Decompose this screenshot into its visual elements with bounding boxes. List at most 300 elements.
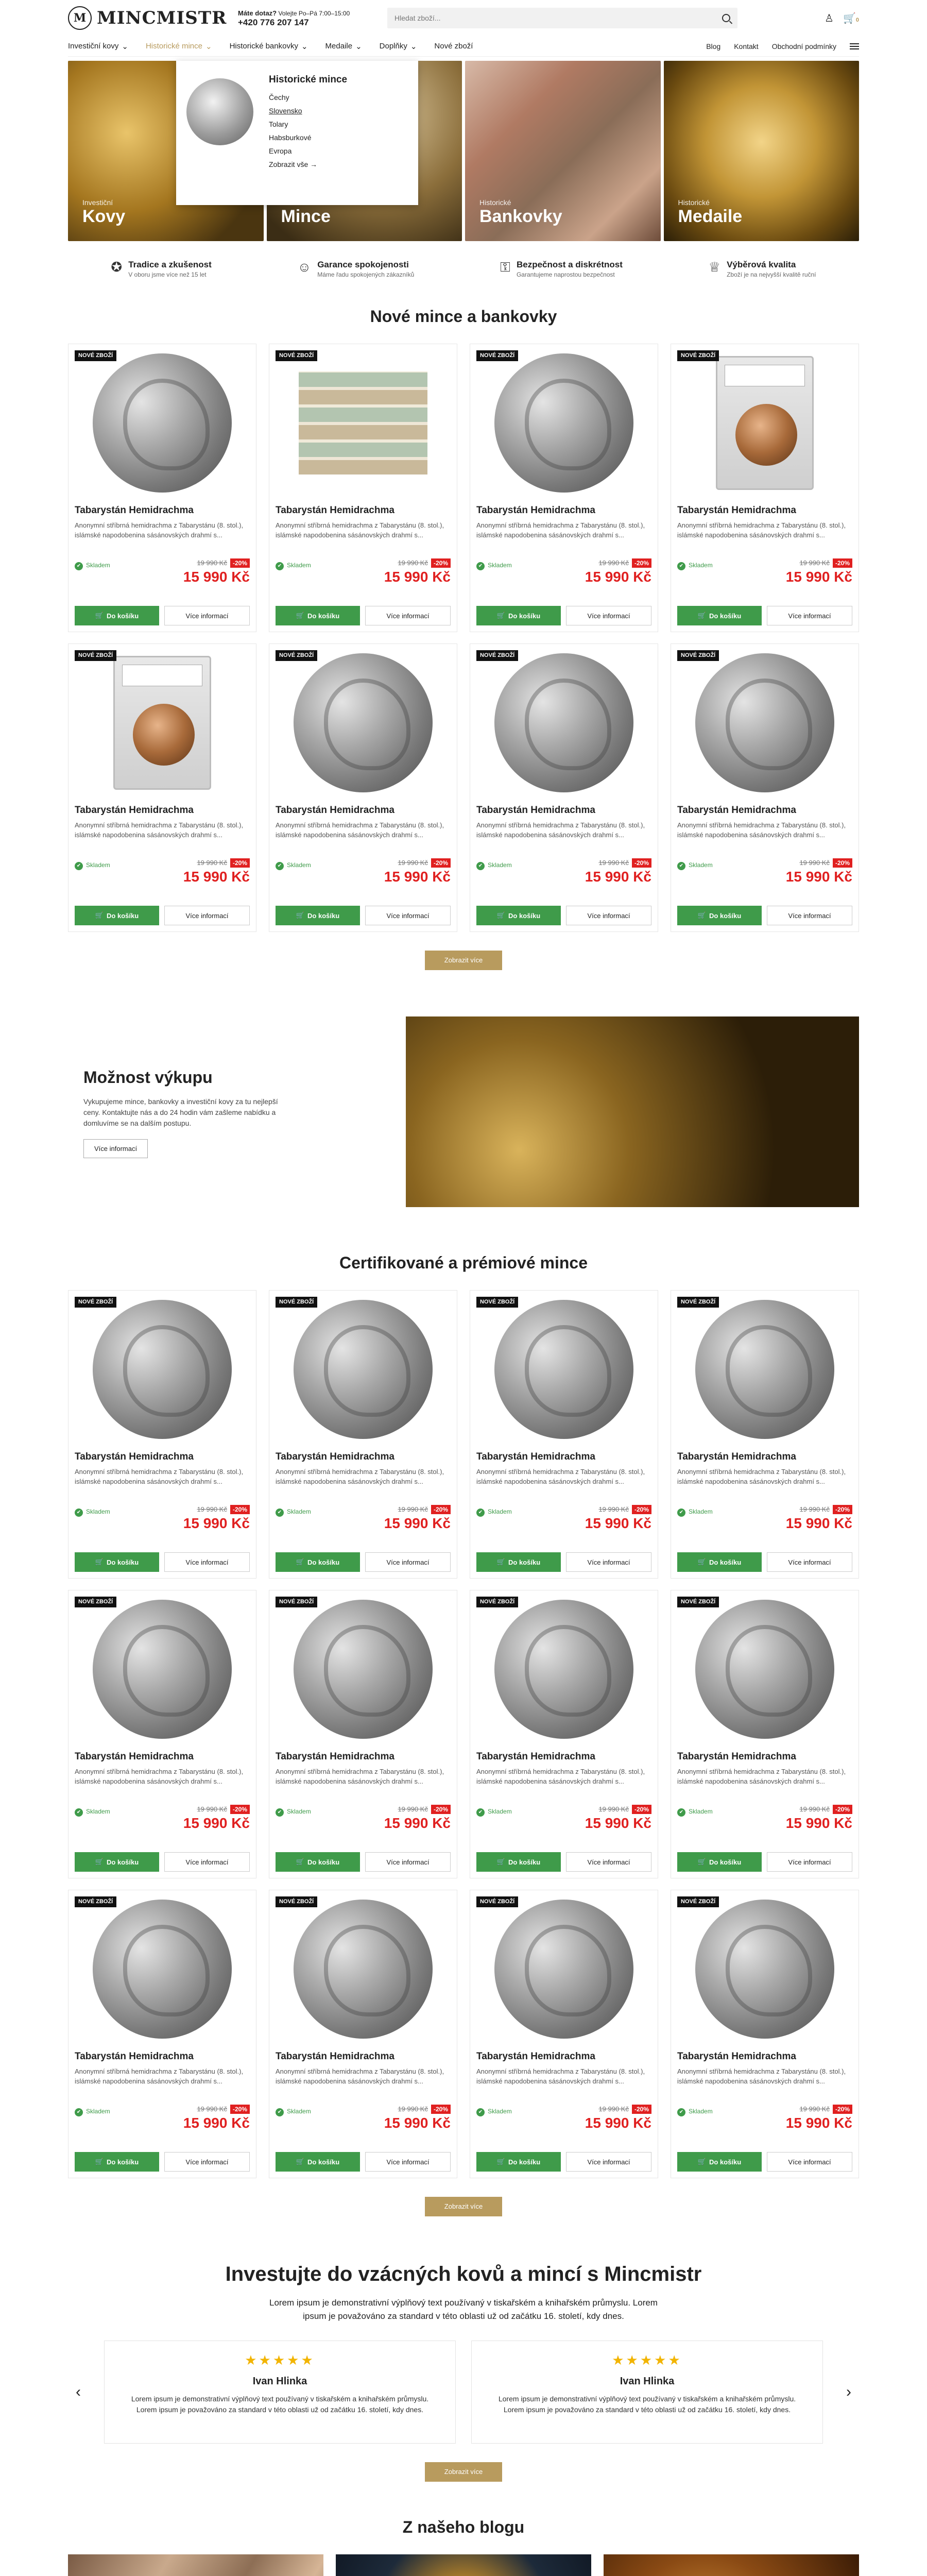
product-price: 15 990 Kč xyxy=(785,2115,852,2131)
coin-image xyxy=(695,1600,834,1739)
product-price: 15 990 Kč xyxy=(785,1815,852,1831)
discount-badge: -20% xyxy=(632,858,651,868)
more-info-button[interactable]: Více informací xyxy=(365,1552,451,1572)
stock-status: ✔ Skladem xyxy=(276,1505,384,1517)
product-price: 15 990 Kč xyxy=(183,1515,250,1531)
search-input[interactable]: Hledat zboží... xyxy=(394,14,441,22)
product-name[interactable]: Tabarystán Hemidrachma xyxy=(677,1451,796,1462)
product-desc: Anonymní stříbrná hemidrachma z Tabarystánu (8. stol.), islámské napodobenina sásánovských drahmí s... xyxy=(276,2067,444,2085)
reviews-more-button[interactable]: Zobrazit více xyxy=(425,2462,502,2482)
product-card xyxy=(269,1890,457,2178)
product-price: 15 990 Kč xyxy=(384,569,451,585)
product-price: 15 990 Kč xyxy=(585,1815,651,1831)
coin-image xyxy=(695,653,834,792)
product-card xyxy=(269,1290,457,1579)
new-badge: NOVÉ ZBOŽÍ xyxy=(276,350,317,361)
old-price: 19 990 Kč xyxy=(799,1505,830,1513)
stock-status: ✔ Skladem xyxy=(677,558,786,570)
cart-icon: 🛒 xyxy=(296,911,305,919)
review-text: Lorem ipsum je demonstrativní výplňový text používaný v tiskařském a knihařském průmyslu. Lorem ipsum je považováno za standard v této oblasti už od začátku 16. století, kdy dnes. xyxy=(131,2395,429,2414)
blog-image[interactable] xyxy=(336,2554,591,2576)
product-name[interactable]: Tabarystán Hemidrachma xyxy=(476,1751,595,1762)
dropdown-title: Historické mince xyxy=(269,74,348,85)
usp-item: ✪ Tradice a zkušenost V oboru jsme více než 15 let xyxy=(111,259,212,278)
product-desc: Anonymní stříbrná hemidrachma z Tabarystánu (8. stol.), islámské napodobenina sásánovských drahmí s... xyxy=(75,1768,244,1785)
product-card xyxy=(470,1590,658,1878)
search-icon[interactable] xyxy=(722,14,730,22)
more-info-button[interactable]: Více informací xyxy=(767,606,852,625)
discount-badge: -20% xyxy=(833,2105,852,2114)
add-to-cart-button[interactable]: 🛒 Do košíku xyxy=(276,906,360,925)
coin-image xyxy=(494,1300,633,1439)
new-badge: NOVÉ ZBOŽÍ xyxy=(276,650,317,661)
add-to-cart-button[interactable]: 🛒 Do košíku xyxy=(677,1852,762,1872)
stock-status: ✔ Skladem xyxy=(677,1805,786,1817)
section-title-cert: Certifikované a prémiové mince xyxy=(339,1253,588,1272)
product-name[interactable]: Tabarystán Hemidrachma xyxy=(677,805,796,816)
coin-image xyxy=(93,1600,232,1739)
cart-icon: 🛒 xyxy=(697,1858,707,1866)
add-to-cart-button[interactable]: 🛒 Do košíku xyxy=(276,1852,360,1872)
new-badge: NOVÉ ZBOŽÍ xyxy=(677,1896,719,1907)
new-badge: NOVÉ ZBOŽÍ xyxy=(476,1597,518,1607)
old-price: 19 990 Kč xyxy=(197,1805,227,1813)
product-image[interactable] xyxy=(474,1894,654,2044)
product-desc: Anonymní stříbrná hemidrachma z Tabarystánu (8. stol.), islámské napodobenina sásánovských drahmí s... xyxy=(476,821,645,839)
product-desc: Anonymní stříbrná hemidrachma z Tabarystánu (8. stol.), islámské napodobenina sásánovských drahmí s... xyxy=(75,2067,244,2085)
more-info-button[interactable]: Více informací xyxy=(164,1552,250,1572)
smile-icon: ☺ xyxy=(297,259,312,275)
product-image[interactable] xyxy=(73,1595,252,1744)
review-card xyxy=(104,2341,456,2444)
review-text: Lorem ipsum je demonstrativní výplňový text používaný v tiskařském a knihařském průmyslu. Lorem ipsum je považováno za standard v této oblasti už od začátku 16. století, kdy dnes. xyxy=(498,2395,796,2414)
product-price: 15 990 Kč xyxy=(384,1815,451,1831)
more-info-button[interactable]: Více informací xyxy=(566,906,651,925)
new-badge: NOVÉ ZBOŽÍ xyxy=(476,1896,518,1907)
cart-icon: 🛒 xyxy=(496,612,506,619)
product-name[interactable]: Tabarystán Hemidrachma xyxy=(276,805,394,816)
usp-bar xyxy=(68,260,859,279)
buyback-title: Možnost výkupu xyxy=(83,1068,213,1087)
discount-badge: -20% xyxy=(230,2105,250,2114)
product-grid-new xyxy=(68,344,859,932)
product-desc: Anonymní stříbrná hemidrachma z Tabarystánu (8. stol.), islámské napodobenina sásánovských drahmí s... xyxy=(476,1468,645,1485)
product-image[interactable] xyxy=(474,648,654,798)
product-price: 15 990 Kč xyxy=(585,869,651,885)
usp-item: ☺ Garance spokojenosti Máme řadu spokojených zákazníků xyxy=(297,259,415,278)
blog-image[interactable] xyxy=(604,2554,859,2576)
new-badge: NOVÉ ZBOŽÍ xyxy=(476,1297,518,1308)
chevron-down-icon: ⌄ xyxy=(410,42,417,51)
coin-image xyxy=(93,353,232,493)
product-name[interactable]: Tabarystán Hemidrachma xyxy=(75,1751,194,1762)
add-to-cart-button[interactable]: 🛒 Do košíku xyxy=(476,906,561,925)
show-more-cert-button[interactable]: Zobrazit více xyxy=(425,2197,502,2216)
product-image[interactable] xyxy=(675,648,854,798)
header-phone[interactable]: +420 776 207 147 xyxy=(238,17,309,27)
product-desc: Anonymní stříbrná hemidrachma z Tabarystánu (8. stol.), islámské napodobenina sásánovských drahmí s... xyxy=(276,521,444,539)
new-badge: NOVÉ ZBOŽÍ xyxy=(276,1297,317,1308)
product-desc: Anonymní stříbrná hemidrachma z Tabarystánu (8. stol.), islámské napodobenina sásánovských drahmí s... xyxy=(75,1468,244,1485)
logo-mark-icon: M xyxy=(68,6,92,30)
product-desc: Anonymní stříbrná hemidrachma z Tabarystánu (8. stol.), islámské napodobenina sásánovských drahmí s... xyxy=(476,1768,645,1785)
product-price: 15 990 Kč xyxy=(585,1515,651,1531)
lock-icon: ⚿ xyxy=(500,259,510,275)
product-image[interactable] xyxy=(273,648,453,798)
product-name[interactable]: Tabarystán Hemidrachma xyxy=(276,505,394,516)
cart-count: 0 xyxy=(855,16,859,23)
discount-badge: -20% xyxy=(230,1505,250,1514)
add-to-cart-button[interactable]: 🛒 Do košíku xyxy=(476,1852,561,1872)
new-badge: NOVÉ ZBOŽÍ xyxy=(476,350,518,361)
cart-icon[interactable]: 🛒0 xyxy=(843,12,859,24)
cart-icon: 🛒 xyxy=(697,1558,707,1566)
hero-tile-medals[interactable]: Historické Medaile xyxy=(664,61,860,241)
product-card xyxy=(269,643,457,932)
product-card xyxy=(470,1890,658,2178)
old-price: 19 990 Kč xyxy=(799,1805,830,1813)
cart-icon: 🛒 xyxy=(697,911,707,919)
usp-item: ⚿ Bezpečnost a diskrétnost Garantujeme naprostou bezpečnost xyxy=(500,259,623,278)
dropdown-coin-image xyxy=(186,78,253,145)
product-name[interactable]: Tabarystán Hemidrachma xyxy=(75,1451,194,1462)
more-info-button[interactable]: Více informací xyxy=(566,2152,651,2172)
usp-item: ♕ Výběrová kvalita Zboží je na nejvyšší kvalitě ruční xyxy=(708,259,816,278)
banknote-image xyxy=(299,371,427,474)
product-desc: Anonymní stříbrná hemidrachma z Tabarystánu (8. stol.), islámské napodobenina sásánovských drahmí s... xyxy=(677,1468,846,1485)
header-icons xyxy=(825,12,859,25)
add-to-cart-button[interactable]: 🛒 Do košíku xyxy=(476,1552,561,1572)
stock-status: ✔ Skladem xyxy=(476,1805,585,1817)
add-to-cart-button[interactable]: 🛒 Do košíku xyxy=(677,906,762,925)
more-info-button[interactable]: Více informací xyxy=(566,606,651,625)
add-to-cart-button[interactable]: 🛒 Do košíku xyxy=(276,2152,360,2172)
dropdown-item[interactable]: Evropa xyxy=(269,147,292,155)
product-price: 15 990 Kč xyxy=(183,569,250,585)
product-price: 15 990 Kč xyxy=(384,869,451,885)
stock-status: ✔ Skladem xyxy=(75,1505,183,1517)
add-to-cart-button[interactable]: 🛒 Do košíku xyxy=(476,2152,561,2172)
product-name[interactable]: Tabarystán Hemidrachma xyxy=(276,1451,394,1462)
old-price: 19 990 Kč xyxy=(598,559,629,567)
product-image[interactable] xyxy=(73,1295,252,1444)
cart-icon: 🛒 xyxy=(296,612,305,619)
discount-badge: -20% xyxy=(632,1505,651,1514)
add-to-cart-button[interactable]: 🛒 Do košíku xyxy=(75,1552,159,1572)
product-name[interactable]: Tabarystán Hemidrachma xyxy=(276,2051,394,2062)
new-badge: NOVÉ ZBOŽÍ xyxy=(677,350,719,361)
stock-status: ✔ Skladem xyxy=(75,558,183,570)
old-price: 19 990 Kč xyxy=(398,559,428,567)
dropdown-item[interactable]: Habsburkové xyxy=(269,133,312,142)
product-image[interactable] xyxy=(273,1595,453,1744)
more-info-button[interactable]: Více informací xyxy=(767,2152,852,2172)
stock-status: ✔ Skladem xyxy=(276,858,384,870)
product-image[interactable] xyxy=(73,648,252,798)
discount-badge: -20% xyxy=(833,1805,852,1814)
nav-contact[interactable]: Kontakt xyxy=(734,42,759,50)
help-contact xyxy=(238,9,387,28)
product-image[interactable] xyxy=(474,348,654,498)
product-price: 15 990 Kč xyxy=(785,569,852,585)
coin-image xyxy=(695,1900,834,2039)
more-info-button[interactable]: Více informací xyxy=(164,2152,250,2172)
more-info-button[interactable]: Více informací xyxy=(365,1852,451,1872)
more-info-button[interactable]: Více informací xyxy=(164,906,250,925)
product-price: 15 990 Kč xyxy=(384,2115,451,2131)
hero-tile-coins[interactable]: Mince xyxy=(267,61,462,241)
product-image[interactable] xyxy=(73,1894,252,2044)
add-to-cart-button[interactable]: 🛒 Do košíku xyxy=(276,606,360,625)
invest-lead: Lorem ipsum je demonstrativní výplňový text používaný v tiskařském a knihařském průmyslu. Lorem ipsum je považováno za standard v této oblasti už od začátku 16. století, kdy dnes. xyxy=(269,2298,658,2321)
review-name: Ivan Hlinka xyxy=(252,2376,307,2387)
product-card xyxy=(470,1290,658,1579)
chevron-down-icon: ⌄ xyxy=(122,42,128,51)
old-price: 19 990 Kč xyxy=(197,1505,227,1513)
product-image[interactable] xyxy=(474,1295,654,1444)
blog-title: Z našeho blogu xyxy=(402,2518,525,2536)
discount-badge: -20% xyxy=(230,858,250,868)
discount-badge: -20% xyxy=(431,1805,451,1814)
new-badge: NOVÉ ZBOŽÍ xyxy=(75,1297,116,1308)
new-badge: NOVÉ ZBOŽÍ xyxy=(75,1597,116,1607)
buyback-text: Vykupujeme mince, bankovky a investiční kovy za tu nejlepší ceny. Kontaktujte nás a do 24 hodin vám zašleme nabídku a domluvíme se na dalším postupu. xyxy=(83,1097,278,1127)
cart-icon: 🛒 xyxy=(95,911,104,919)
menu-icon[interactable] xyxy=(850,43,859,49)
add-to-cart-button[interactable]: 🛒 Do košíku xyxy=(677,1552,762,1572)
product-desc: Anonymní stříbrná hemidrachma z Tabarystánu (8. stol.), islámské napodobenina sásánovských drahmí s... xyxy=(75,521,244,539)
more-info-button[interactable]: Více informací xyxy=(365,2152,451,2172)
buyback-more-button[interactable]: Více informací xyxy=(83,1139,148,1158)
cart-icon: 🛒 xyxy=(697,612,707,619)
more-info-button[interactable]: Více informací xyxy=(767,1552,852,1572)
discount-badge: -20% xyxy=(230,558,250,568)
product-name[interactable]: Tabarystán Hemidrachma xyxy=(75,805,194,816)
product-image[interactable] xyxy=(273,348,453,498)
more-info-button[interactable]: Více informací xyxy=(164,606,250,625)
old-price: 19 990 Kč xyxy=(398,2105,428,2113)
nav-blog[interactable]: Blog xyxy=(706,42,721,50)
old-price: 19 990 Kč xyxy=(398,859,428,867)
product-image[interactable] xyxy=(273,1894,453,2044)
stars-icon: ★★★★★ xyxy=(245,2352,315,2368)
stock-status: ✔ Skladem xyxy=(276,558,384,570)
product-image[interactable] xyxy=(73,348,252,498)
dropdown-item[interactable]: Tolary xyxy=(269,120,288,128)
product-card xyxy=(671,1590,859,1878)
discount-badge: -20% xyxy=(431,858,451,868)
more-info-button[interactable]: Více informací xyxy=(566,1852,651,1872)
arrow-left-icon[interactable]: ‹ xyxy=(76,2383,81,2400)
product-price: 15 990 Kč xyxy=(183,869,250,885)
product-desc: Anonymní stříbrná hemidrachma z Tabarystánu (8. stol.), islámské napodobenina sásánovských drahmí s... xyxy=(476,2067,645,2085)
product-desc: Anonymní stříbrná hemidrachma z Tabarystánu (8. stol.), islámské napodobenina sásánovských drahmí s... xyxy=(677,821,846,839)
cart-icon: 🛒 xyxy=(296,1858,305,1866)
dropdown-item[interactable]: Čechy xyxy=(269,93,289,101)
product-name[interactable]: Tabarystán Hemidrachma xyxy=(476,2051,595,2062)
product-image[interactable] xyxy=(675,1595,854,1744)
more-info-button[interactable]: Více informací xyxy=(566,1552,651,1572)
old-price: 19 990 Kč xyxy=(598,859,629,867)
chevron-down-icon: ⌄ xyxy=(205,42,212,51)
coin-image xyxy=(695,1300,834,1439)
user-icon[interactable]: ♙ xyxy=(825,12,834,24)
old-price: 19 990 Kč xyxy=(598,1805,629,1813)
product-image[interactable] xyxy=(273,1295,453,1444)
logo[interactable] xyxy=(68,6,238,30)
new-badge: NOVÉ ZBOŽÍ xyxy=(75,350,116,361)
product-desc: Anonymní stříbrná hemidrachma z Tabarystánu (8. stol.), islámské napodobenina sásánovských drahmí s... xyxy=(75,821,244,839)
product-card xyxy=(68,1890,256,2178)
product-name[interactable]: Tabarystán Hemidrachma xyxy=(75,2051,194,2062)
product-card xyxy=(470,643,658,932)
hero-categories xyxy=(68,61,859,241)
add-to-cart-button[interactable]: 🛒 Do košíku xyxy=(677,606,762,625)
nav-new-goods[interactable]: Nové zboží xyxy=(434,42,473,50)
more-info-button[interactable]: Více informací xyxy=(164,1852,250,1872)
cart-icon: 🛒 xyxy=(296,2158,305,2165)
discount-badge: -20% xyxy=(431,558,451,568)
stock-status: ✔ Skladem xyxy=(476,858,585,870)
show-more-new-button[interactable]: Zobrazit více xyxy=(425,951,502,970)
new-badge: NOVÉ ZBOŽÍ xyxy=(276,1896,317,1907)
more-info-button[interactable]: Více informací xyxy=(365,606,451,625)
cart-icon: 🛒 xyxy=(496,911,506,919)
coin-image xyxy=(294,1600,433,1739)
product-desc: Anonymní stříbrná hemidrachma z Tabarystánu (8. stol.), islámské napodobenina sásánovských drahmí s... xyxy=(476,521,645,539)
coin-image xyxy=(294,1300,433,1439)
old-price: 19 990 Kč xyxy=(799,559,830,567)
new-badge: NOVÉ ZBOŽÍ xyxy=(677,1297,719,1308)
product-price: 15 990 Kč xyxy=(183,2115,250,2131)
product-name[interactable]: Tabarystán Hemidrachma xyxy=(75,505,194,516)
old-price: 19 990 Kč xyxy=(799,2105,830,2113)
add-to-cart-button[interactable]: 🛒 Do košíku xyxy=(75,2152,159,2172)
cart-icon: 🛒 xyxy=(95,2158,104,2165)
more-info-button[interactable]: Více informací xyxy=(767,1852,852,1872)
site-header xyxy=(68,0,859,36)
award-icon: ✪ xyxy=(111,259,123,275)
nav-medals[interactable]: Medaile ⌄ xyxy=(325,42,362,51)
chevron-down-icon: ⌄ xyxy=(301,42,308,51)
product-name[interactable]: Tabarystán Hemidrachma xyxy=(677,2051,796,2062)
blog-post xyxy=(604,2554,859,2576)
nav-terms[interactable]: Obchodní podmínky xyxy=(771,42,836,50)
blog-image[interactable] xyxy=(68,2554,323,2576)
add-to-cart-button[interactable]: 🛒 Do košíku xyxy=(677,2152,762,2172)
product-image[interactable] xyxy=(675,1295,854,1444)
add-to-cart-button[interactable]: 🛒 Do košíku xyxy=(476,606,561,625)
product-desc: Anonymní stříbrná hemidrachma z Tabarystánu (8. stol.), islámské napodobenina sásánovských drahmí s... xyxy=(677,1768,846,1785)
product-desc: Anonymní stříbrná hemidrachma z Tabarystánu (8. stol.), islámské napodobenina sásánovských drahmí s... xyxy=(677,2067,846,2085)
main-nav xyxy=(68,36,859,57)
product-desc: Anonymní stříbrná hemidrachma z Tabarystánu (8. stol.), islámské napodobenina sásánovských drahmí s... xyxy=(276,821,444,839)
product-desc: Anonymní stříbrná hemidrachma z Tabarystánu (8. stol.), islámské napodobenina sásánovských drahmí s... xyxy=(276,1468,444,1485)
logo-text: MINCMISTR xyxy=(97,8,227,28)
product-card xyxy=(470,344,658,632)
stock-status: ✔ Skladem xyxy=(476,558,585,570)
stock-status: ✔ Skladem xyxy=(276,1805,384,1817)
nav-historic-banknotes[interactable]: Historické bankovky ⌄ xyxy=(229,42,308,51)
cart-icon: 🛒 xyxy=(496,1558,506,1566)
product-price: 15 990 Kč xyxy=(585,569,651,585)
section-title-new: Nové mince a bankovky xyxy=(370,307,557,326)
discount-badge: -20% xyxy=(431,1505,451,1514)
help-hours: Volejte Po–Pá 7:00–15:00 xyxy=(278,9,350,17)
hero-tile-metals[interactable]: Investiční Kovy xyxy=(68,61,264,241)
product-name[interactable]: Tabarystán Hemidrachma xyxy=(677,1751,796,1762)
product-desc: Anonymní stříbrná hemidrachma z Tabarystánu (8. stol.), islámské napodobenina sásánovských drahmí s... xyxy=(276,1768,444,1785)
product-name[interactable]: Tabarystán Hemidrachma xyxy=(677,505,796,516)
new-badge: NOVÉ ZBOŽÍ xyxy=(677,650,719,661)
search-bar[interactable] xyxy=(387,8,737,28)
product-image[interactable] xyxy=(675,1894,854,2044)
new-badge: NOVÉ ZBOŽÍ xyxy=(677,1597,719,1607)
discount-badge: -20% xyxy=(431,2105,451,2114)
product-name[interactable]: Tabarystán Hemidrachma xyxy=(276,1751,394,1762)
product-name[interactable]: Tabarystán Hemidrachma xyxy=(476,505,595,516)
blog-list xyxy=(68,2554,859,2576)
old-price: 19 990 Kč xyxy=(398,1805,428,1813)
old-price: 19 990 Kč xyxy=(598,2105,629,2113)
stock-status: ✔ Skladem xyxy=(677,1505,786,1517)
stock-status: ✔ Skladem xyxy=(276,2105,384,2116)
discount-badge: -20% xyxy=(230,1805,250,1814)
coin-image xyxy=(93,1900,232,2039)
product-price: 15 990 Kč xyxy=(585,2115,651,2131)
add-to-cart-button[interactable]: 🛒 Do košíku xyxy=(75,1852,159,1872)
coin-image xyxy=(494,353,633,493)
discount-badge: -20% xyxy=(632,2105,651,2114)
product-image[interactable] xyxy=(474,1595,654,1744)
more-info-button[interactable]: Více informací xyxy=(365,906,451,925)
product-card xyxy=(671,643,859,932)
product-image[interactable] xyxy=(675,348,854,498)
old-price: 19 990 Kč xyxy=(197,559,227,567)
invest-title: Investujte do vzácných kovů a mincí s Mincmistr xyxy=(225,2263,702,2285)
nav-historic-coins[interactable]: Historické mince ⌄ xyxy=(145,42,212,51)
coin-image xyxy=(294,1900,433,2039)
product-card xyxy=(269,1590,457,1878)
add-to-cart-button[interactable]: 🛒 Do košíku xyxy=(276,1552,360,1572)
dropdown-show-all[interactable]: Zobrazit vše → xyxy=(269,160,318,168)
coin-image xyxy=(93,1300,232,1439)
more-info-button[interactable]: Více informací xyxy=(767,906,852,925)
help-title: Máte dotaz? xyxy=(238,9,277,17)
product-name[interactable]: Tabarystán Hemidrachma xyxy=(476,1451,595,1462)
arrow-right-icon[interactable]: › xyxy=(846,2383,851,2400)
dropdown-item[interactable]: Slovensko xyxy=(269,107,302,115)
nav-investment-metals[interactable]: Investiční kovy ⌄ xyxy=(68,42,128,51)
stock-status: ✔ Skladem xyxy=(75,858,183,870)
product-card xyxy=(68,1590,256,1878)
nav-accessories[interactable]: Doplňky ⌄ xyxy=(379,42,417,51)
product-card xyxy=(671,1890,859,2178)
old-price: 19 990 Kč xyxy=(398,1505,428,1513)
hero-tile-banknotes[interactable]: Historické Bankovky xyxy=(465,61,661,241)
product-card xyxy=(671,1290,859,1579)
review-card xyxy=(471,2341,823,2444)
add-to-cart-button[interactable]: 🛒 Do košíku xyxy=(75,606,159,625)
product-price: 15 990 Kč xyxy=(785,1515,852,1531)
old-price: 19 990 Kč xyxy=(799,859,830,867)
add-to-cart-button[interactable]: 🛒 Do košíku xyxy=(75,906,159,925)
stock-status: ✔ Skladem xyxy=(75,2105,183,2116)
stock-status: ✔ Skladem xyxy=(476,2105,585,2116)
product-name[interactable]: Tabarystán Hemidrachma xyxy=(476,805,595,816)
crown-icon: ♕ xyxy=(708,259,721,275)
coin-image xyxy=(294,653,433,792)
